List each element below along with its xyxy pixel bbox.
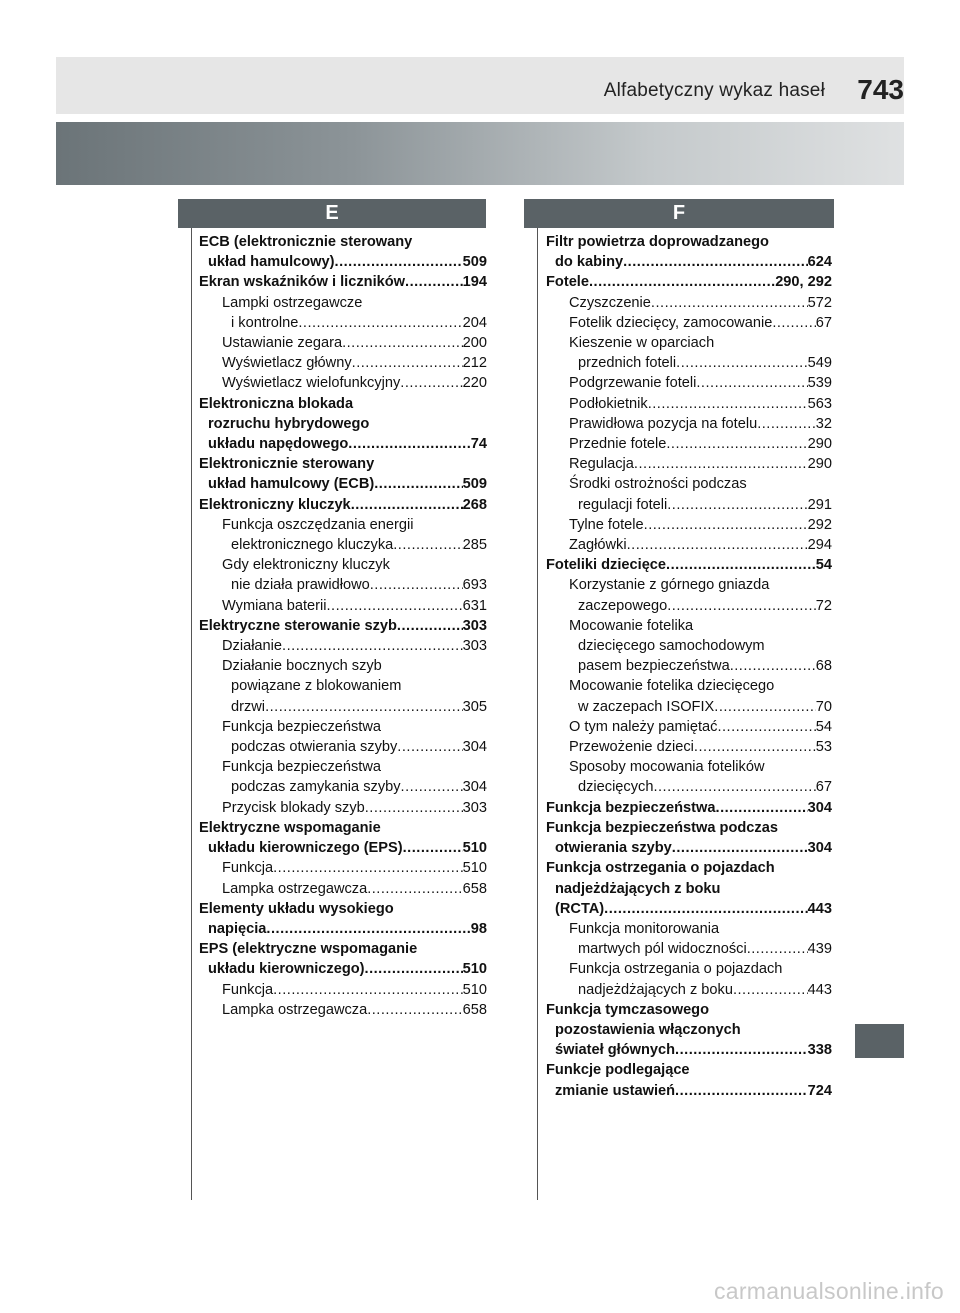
dot-leader xyxy=(367,1000,462,1020)
dot-leader xyxy=(623,252,808,272)
dot-leader xyxy=(717,717,815,737)
index-entry-line xyxy=(199,798,487,818)
index-entry-text: Gdy elektroniczny kluczyk xyxy=(222,557,390,574)
index-page-ref: 285 xyxy=(462,537,487,554)
index-entry-line xyxy=(546,939,832,959)
index-entry-text: Wymiana baterii xyxy=(222,597,327,614)
index-page-ref: 303 xyxy=(462,638,487,655)
dot-leader xyxy=(351,495,463,515)
index-entry-line xyxy=(199,454,487,474)
index-page-ref: 304 xyxy=(462,739,487,756)
index-page-ref: 290 xyxy=(807,456,832,473)
index-entry-text: Funkcje podlegające xyxy=(546,1062,690,1079)
index-entry-line xyxy=(199,293,487,313)
index-entry-text: Mocowanie fotelika xyxy=(569,617,694,634)
index-entry-text: Przewożenie dzieci xyxy=(569,739,694,756)
dot-leader xyxy=(282,636,463,656)
dot-leader xyxy=(667,596,816,616)
index-entry-line xyxy=(199,434,487,454)
index-page-ref: 70 xyxy=(815,698,832,715)
index-entry-line xyxy=(199,596,487,616)
dot-leader xyxy=(644,515,808,535)
index-page-ref: 67 xyxy=(815,314,832,331)
index-entry-text: dziecięcych xyxy=(578,779,654,796)
index-page-ref: 443 xyxy=(807,981,832,998)
index-entry-text: EPS (elektryczne wspomaganie xyxy=(199,941,418,958)
index-entry-line xyxy=(199,232,487,252)
dot-leader xyxy=(694,737,816,757)
index-entry-line xyxy=(546,232,832,252)
index-entry-line xyxy=(199,879,487,899)
dot-leader xyxy=(667,495,807,515)
index-entry-line xyxy=(199,676,487,696)
index-entry-text: przednich foteli xyxy=(578,355,677,372)
index-page-ref: 439 xyxy=(807,941,832,958)
index-page-ref: 268 xyxy=(462,496,487,513)
index-entry-line xyxy=(199,575,487,595)
index-entry-line xyxy=(546,555,832,575)
index-page-ref: 509 xyxy=(462,254,487,271)
index-entry-line xyxy=(199,515,487,535)
index-entry-text: Lampka ostrzegawcza xyxy=(222,880,368,897)
index-entry-line xyxy=(546,1020,832,1040)
index-entry-line xyxy=(546,899,832,919)
index-entry-line xyxy=(546,535,832,555)
index-entry-text: Wyświetlacz główny xyxy=(222,355,352,372)
index-page-ref: 74 xyxy=(470,436,487,453)
index-page-ref: 204 xyxy=(462,314,487,331)
dot-leader xyxy=(365,959,463,979)
dot-leader xyxy=(365,798,463,818)
index-entry-text: dziecięcego samochodowym xyxy=(578,638,765,655)
index-entry-text: do kabiny xyxy=(555,254,624,271)
index-entry-line xyxy=(546,313,832,333)
index-entry-line xyxy=(199,919,487,939)
index-entry-text: ECB (elektronicznie sterowany xyxy=(199,234,413,250)
index-entry-text: nie działa prawidłowo xyxy=(231,577,370,594)
index-entry-text: podczas otwierania szyby xyxy=(231,739,398,756)
index-entry-text: podczas zamykania szyby xyxy=(231,779,401,796)
index-entry-text: Funkcja ostrzegania o pojazdach xyxy=(569,961,783,978)
index-entry-line xyxy=(546,373,832,393)
index-entry-line xyxy=(199,858,487,878)
index-entry-text: Przycisk blokady szyb xyxy=(222,799,365,816)
dot-leader xyxy=(757,414,816,434)
index-page-ref: 303 xyxy=(462,617,487,634)
index-entry-text: Funkcja xyxy=(222,981,274,998)
column-divider-e xyxy=(191,228,192,1200)
index-entry-text: Regulacja xyxy=(569,456,634,473)
index-page-ref: 54 xyxy=(815,718,832,735)
index-entry-line xyxy=(546,596,832,616)
index-page-ref: 539 xyxy=(807,375,832,392)
index-entry-text: Fotele xyxy=(546,274,589,291)
index-entry-line xyxy=(199,394,487,414)
dot-leader xyxy=(666,434,807,454)
index-entry-text: układu napędowego xyxy=(208,436,349,453)
index-entry-line xyxy=(199,777,487,797)
index-page-ref: 68 xyxy=(815,658,832,675)
index-entry-text: zaczepowego xyxy=(578,597,668,614)
index-page-ref: 304 xyxy=(807,799,832,816)
dot-leader xyxy=(273,980,463,1000)
dot-leader xyxy=(342,333,463,353)
index-entry-line xyxy=(199,474,487,494)
dot-leader xyxy=(266,919,470,939)
index-page-ref: 220 xyxy=(462,375,487,392)
dot-leader xyxy=(352,353,463,373)
index-entry-line xyxy=(546,919,832,939)
dot-leader xyxy=(374,474,462,494)
index-entry-line xyxy=(546,676,832,696)
index-entry-text: Funkcja bezpieczeństwa podczas xyxy=(546,819,778,836)
index-entry-text: Środki ostrożności podczas xyxy=(569,476,747,493)
dot-leader xyxy=(335,252,463,272)
index-entry-line xyxy=(546,575,832,595)
index-page-ref: 305 xyxy=(462,698,487,715)
index-entry-line xyxy=(546,616,832,636)
index-entry-line xyxy=(546,858,832,878)
index-entry-text: Funkcja bezpieczeństwa xyxy=(222,718,381,735)
index-page-ref: 724 xyxy=(807,1082,832,1099)
index-entry-text: Elementy układu wysokiego xyxy=(199,900,394,917)
index-entry-line xyxy=(199,414,487,434)
index-page-ref: 693 xyxy=(462,577,487,594)
index-entry-line xyxy=(546,293,832,313)
index-column-e xyxy=(199,232,487,1020)
watermark: carmanualsonline.info xyxy=(713,1278,944,1304)
index-entry-line xyxy=(546,636,832,656)
index-entry-text: Foteliki dziecięce xyxy=(546,557,667,574)
index-entry-text: i kontrolne xyxy=(231,314,299,331)
index-entry-text: (RCTA) xyxy=(555,900,605,917)
index-entry-text: nadjeżdżających z boku xyxy=(555,880,721,897)
index-entry-text: Funkcja xyxy=(222,860,274,877)
index-entry-line xyxy=(199,313,487,333)
index-entry-line xyxy=(199,980,487,1000)
index-entry-line xyxy=(199,1000,487,1020)
index-entry-text: Lampka ostrzegawcza xyxy=(222,1001,368,1018)
index-entry-line xyxy=(199,838,487,858)
index-page-ref: 510 xyxy=(462,981,487,998)
index-page-ref: 658 xyxy=(462,1001,487,1018)
dot-leader xyxy=(265,697,463,717)
decorative-gradient-band xyxy=(56,122,904,185)
index-entry-line xyxy=(546,879,832,899)
dot-leader xyxy=(604,899,807,919)
dot-leader xyxy=(716,798,808,818)
dot-leader xyxy=(672,838,808,858)
index-page-ref: 53 xyxy=(815,739,832,756)
index-page-ref: 304 xyxy=(462,779,487,796)
column-divider-f xyxy=(537,228,538,1200)
dot-leader xyxy=(403,838,463,858)
dot-leader xyxy=(401,777,463,797)
index-entry-line xyxy=(546,394,832,414)
index-entry-text: Zagłówki xyxy=(569,537,627,554)
dot-leader xyxy=(772,313,815,333)
dot-leader xyxy=(675,1081,808,1101)
dot-leader xyxy=(397,616,463,636)
index-page-ref: 572 xyxy=(807,294,832,311)
index-entry-text: napięcia xyxy=(208,920,267,937)
index-entry-text: Lampki ostrzegawcze xyxy=(222,294,363,311)
dot-leader xyxy=(400,373,462,393)
index-entry-line xyxy=(199,333,487,353)
index-page-ref: 303 xyxy=(462,799,487,816)
index-page-ref: 304 xyxy=(807,840,832,857)
index-page-ref: 509 xyxy=(462,476,487,493)
index-entry-text: rozruchu hybrydowego xyxy=(208,415,370,432)
index-entry-line xyxy=(546,798,832,818)
index-entry-line xyxy=(546,495,832,515)
index-entry-line xyxy=(546,1000,832,1020)
index-entry-text: pozostawienia włączonych xyxy=(555,1021,741,1038)
index-entry-text: Wyświetlacz wielofunkcyjny xyxy=(222,375,401,392)
index-entry-text: Elektryczne sterowanie szyb xyxy=(199,617,397,634)
index-entry-line xyxy=(199,737,487,757)
index-entry-text: regulacji foteli xyxy=(578,496,668,513)
section-letter-e: E xyxy=(178,199,486,228)
dot-leader xyxy=(676,353,807,373)
dot-leader xyxy=(648,394,808,414)
section-letter-f: F xyxy=(524,199,834,228)
index-entry-line xyxy=(546,838,832,858)
index-entry-text: Elektryczne wspomaganie xyxy=(199,819,381,836)
dot-leader xyxy=(653,777,815,797)
dot-leader xyxy=(696,373,807,393)
index-entry-line xyxy=(546,333,832,353)
index-entry-line xyxy=(546,515,832,535)
index-entry-text: układ hamulcowy) xyxy=(208,254,335,271)
index-entry-line xyxy=(199,272,487,292)
index-page-ref: 631 xyxy=(462,597,487,614)
index-entry-line xyxy=(546,980,832,1000)
index-entry-text: Korzystanie z górnego gniazda xyxy=(569,577,770,594)
index-page-ref: 658 xyxy=(462,880,487,897)
index-entry-text: Fotelik dziecięcy, zamocowanie xyxy=(569,314,773,331)
index-entry-line xyxy=(199,555,487,575)
index-entry-text: drzwi xyxy=(231,698,266,715)
index-entry-text: Podłokietnik xyxy=(569,395,648,412)
index-entry-text: Kieszenie w oparciach xyxy=(569,335,715,352)
index-column-f xyxy=(546,232,832,1101)
index-entry-text: Działanie xyxy=(222,638,283,655)
index-entry-text: powiązane z blokowaniem xyxy=(231,678,402,695)
dot-leader xyxy=(714,697,816,717)
index-page-ref: 563 xyxy=(807,395,832,412)
index-entry-line xyxy=(199,353,487,373)
index-page-ref: 290, 292 xyxy=(775,274,832,291)
index-entry-line xyxy=(199,818,487,838)
index-entry-text: Sposoby mocowania fotelików xyxy=(569,759,765,776)
index-page-ref: 32 xyxy=(815,415,832,432)
index-entry-text: świateł głównych xyxy=(555,1042,676,1059)
index-entry-line xyxy=(546,717,832,737)
index-entry-line xyxy=(199,656,487,676)
index-entry-text: Tylne fotele xyxy=(569,516,644,533)
index-entry-text: elektronicznego kluczyka xyxy=(231,537,394,554)
index-page-ref: 510 xyxy=(462,860,487,877)
index-entry-text: Elektronicznie sterowany xyxy=(199,456,375,473)
dot-leader xyxy=(298,313,462,333)
index-entry-line xyxy=(199,717,487,737)
index-entry-text: Funkcja bezpieczeństwa xyxy=(546,799,716,816)
dot-leader xyxy=(730,656,816,676)
index-entry-line xyxy=(199,899,487,919)
index-entry-text: Filtr powietrza doprowadzanego xyxy=(546,234,769,250)
index-entry-text: nadjeżdżających z boku xyxy=(578,981,733,998)
index-entry-line xyxy=(546,272,832,292)
index-entry-line xyxy=(546,697,832,717)
index-page-ref: 510 xyxy=(462,961,487,978)
index-entry-text: Mocowanie fotelika dziecięcego xyxy=(569,678,775,695)
index-entry-line xyxy=(199,373,487,393)
index-entry-text: układu kierowniczego (EPS) xyxy=(208,840,403,857)
index-entry-text: Czyszczenie xyxy=(569,294,651,311)
dot-leader xyxy=(370,575,463,595)
index-entry-text: O tym należy pamiętać xyxy=(569,718,718,735)
dot-leader xyxy=(273,858,463,878)
index-entry-line xyxy=(546,656,832,676)
dot-leader xyxy=(627,535,808,555)
index-entry-text: martwych pól widoczności xyxy=(578,941,747,958)
dot-leader xyxy=(393,535,462,555)
index-entry-text: Funkcja tymczasowego xyxy=(546,1001,710,1018)
index-page-ref: 549 xyxy=(807,355,832,372)
index-entry-line xyxy=(546,737,832,757)
index-entry-line xyxy=(546,959,832,979)
index-entry-text: układu kierowniczego) xyxy=(208,961,365,978)
index-page-ref: 624 xyxy=(807,254,832,271)
index-entry-text: zmianie ustawień xyxy=(555,1082,676,1099)
dot-leader xyxy=(747,939,808,959)
dot-leader xyxy=(634,454,808,474)
index-entry-line xyxy=(546,454,832,474)
index-page-ref: 200 xyxy=(462,335,487,352)
index-page-ref: 291 xyxy=(807,496,832,513)
page-header-title: Alfabetyczny wykaz haseł xyxy=(603,80,825,101)
dot-leader xyxy=(367,879,462,899)
index-page-ref: 212 xyxy=(462,355,487,372)
index-entry-text: otwierania szyby xyxy=(555,840,672,857)
index-entry-text: Funkcja oszczędzania energii xyxy=(222,516,414,533)
index-page-ref: 194 xyxy=(462,274,487,291)
page-number: 743 xyxy=(857,74,904,105)
index-entry-text: w zaczepach ISOFIX xyxy=(578,698,715,715)
index-entry-line xyxy=(546,757,832,777)
index-entry-line xyxy=(546,434,832,454)
index-entry-line xyxy=(546,1081,832,1101)
index-entry-line xyxy=(199,636,487,656)
index-entry-text: Elektroniczna blokada xyxy=(199,395,354,412)
index-entry-text: układ hamulcowy (ECB) xyxy=(208,476,375,493)
index-entry-text: pasem bezpieczeństwa xyxy=(578,658,730,675)
index-entry-line xyxy=(199,252,487,272)
index-entry-line xyxy=(546,414,832,434)
index-entry-text: Funkcja ostrzegania o pojazdach xyxy=(546,860,775,877)
index-entry-text: Działanie bocznych szyb xyxy=(222,658,382,675)
dot-leader xyxy=(666,555,816,575)
index-page-ref: 54 xyxy=(815,557,832,574)
index-page-ref: 292 xyxy=(807,516,832,533)
index-entry-text: Ustawianie zegara xyxy=(222,335,343,352)
index-entry-line xyxy=(546,252,832,272)
index-entry-line xyxy=(199,939,487,959)
index-entry-text: Podgrzewanie foteli xyxy=(569,375,697,392)
index-entry-line xyxy=(199,959,487,979)
index-entry-text: Przednie fotele xyxy=(569,436,667,453)
index-entry-line xyxy=(199,697,487,717)
index-page-ref: 290 xyxy=(807,436,832,453)
index-page-ref: 338 xyxy=(807,1042,832,1059)
index-entry-line xyxy=(199,535,487,555)
index-entry-text: Funkcja bezpieczeństwa xyxy=(222,759,381,776)
index-page-ref: 72 xyxy=(815,597,832,614)
index-entry-line xyxy=(546,1040,832,1060)
dot-leader xyxy=(589,272,775,292)
section-thumb-tab xyxy=(855,1024,904,1058)
index-entry-line xyxy=(199,495,487,515)
dot-leader xyxy=(651,293,808,313)
index-entry-text: Elektroniczny kluczyk xyxy=(199,496,351,513)
dot-leader xyxy=(405,272,463,292)
index-entry-text: Ekran wskaźników i liczników xyxy=(199,274,406,291)
index-page-ref: 294 xyxy=(807,537,832,554)
index-entry-text: Prawidłowa pozycja na fotelu xyxy=(569,415,758,432)
index-page-ref: 98 xyxy=(470,920,487,937)
index-page-ref: 443 xyxy=(807,900,832,917)
index-entry-line xyxy=(199,616,487,636)
index-page-ref: 67 xyxy=(815,779,832,796)
dot-leader xyxy=(327,596,463,616)
index-entry-text: Funkcja monitorowania xyxy=(569,920,720,937)
index-entry-line xyxy=(546,474,832,494)
index-entry-line xyxy=(546,1060,832,1080)
index-entry-line xyxy=(546,777,832,797)
dot-leader xyxy=(733,980,808,1000)
index-page-ref: 510 xyxy=(462,840,487,857)
dot-leader xyxy=(675,1040,808,1060)
dot-leader xyxy=(397,737,462,757)
index-entry-line xyxy=(546,818,832,838)
dot-leader xyxy=(348,434,470,454)
index-entry-line xyxy=(199,757,487,777)
index-entry-line xyxy=(546,353,832,373)
